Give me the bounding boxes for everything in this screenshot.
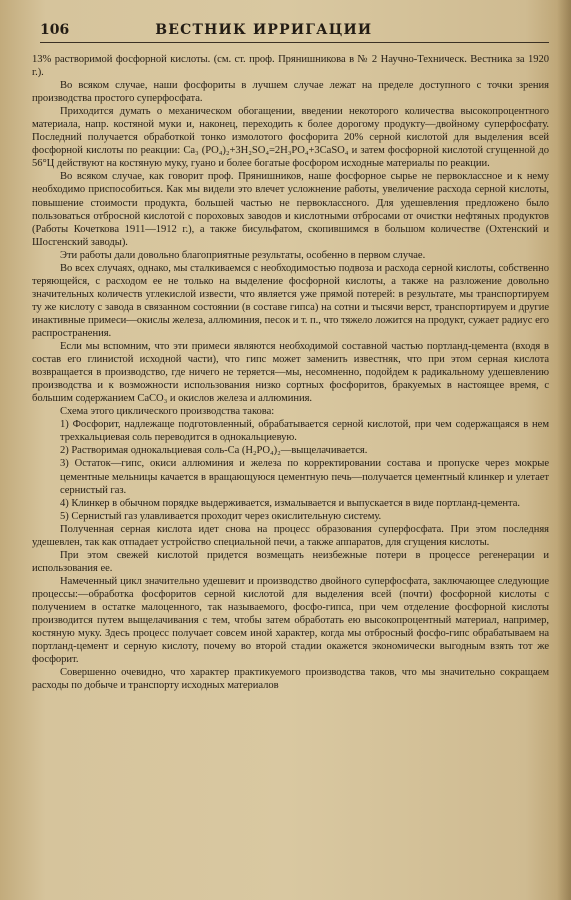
article-body <box>32 53 549 692</box>
paragraph: Совершенно очевидно, что характер практикуемого производства таков, что мы значительно сокращаем расходы по добыче и транспорту исходных материалов <box>32 667 549 692</box>
scheme-item: 4) Клинкер в обычном порядке выдерживается, измалывается и выпускается в виде портланд-цемента. <box>60 497 520 509</box>
page-number: 106 <box>40 22 70 38</box>
paragraph: 13% растворимой фосфорной кислоты. (см. ст. проф. Прянишникова в № 2 Научно-Техническ. Вестника за 1920 г.). <box>32 54 549 79</box>
paragraph: Приходится думать о механическом обогащении, введении некоторого количества высокопроцентного материала, напр. костяной муки и, наконец, переходить к более дорогому продукту—двойному суперфосфату. Последний получается обработкой тонко измолотого фосфорита 20% серной кислотой для выделения всей фосфорной кислоты по реакции: Ca₃ (PO₄)₂+3H₂SO₄=2H₃PO₄+3CaSO₄ и затем фосфорной кислотой сгущенной до 56°Ц действуют на костяную муку, гуано и более богатые фосфором исходные материалы по реакции. <box>32 106 549 170</box>
scheme-item: 3) Остаток—гипс, окиси аллюминия и железа по корректировании состава и пропуске через мокрые цементные мельницы качается в вращающуюся цементную печь—получается цементный клинкер и улетает сернистый газ. <box>60 458 549 496</box>
journal-title: ВЕСТНИК ИРРИГАЦИИ <box>155 22 373 38</box>
paragraph: Во всяком случае, наши фосфориты в лучшем случае лежат на пределе доступного с точки зрения производства простого суперфосфата. <box>32 80 549 105</box>
scheme-item: 1) Фосфорит, надлежаще подготовленный, обрабатывается серной кислотой, при чем содержащаяся в нем трехкальциевая соль переводится в однокальциевую. <box>60 419 549 444</box>
paragraph: Во всех случаях, однако, мы сталкиваемся с необходимостью подвоза и расхода серной кислоты, собственно теряющейся, с расходом ее не только на выделение фосфорной кислоты, а также на разложение довольно значительных количеств углекислой извести, что является уже прямой потерей: в результате, мы транспортируем ту же кислоту с завода в связанном состоянии (в составе гипса) на сотни и тысячи верст, транспортируем и другие инактивные примеси—окислы железа, аллюминия, песок и т. п., что тяжело ложится на продукт, сужает радиус его распространения. <box>32 262 549 339</box>
scheme-item: 2) Растворимая однокальциевая соль-Ca (H₂PO₄)₂—выщелачивается. <box>60 445 368 457</box>
scheme-intro: Схема этого циклического производства такова: <box>60 406 275 418</box>
paragraph: При этом свежей кислотой придется возмещать неизбежные потери в процессе регенерации и использования ее. <box>32 549 549 574</box>
paragraph: Если мы вспомним, что эти примеси являются необходимой составной частью портланд-цемента (входя в состав его глинистой исходной части), что гипс может заменить известняк, что при этом серная кислота возвращается в производство, где ничего не теряется—мы, несомненно, подойдем к радикальному удешевлению производства и к возможности использования низко сортных фосфоритов, бракуемых в настоящее время, с большим содержанием CaCO₃ и окислов железа и аллюминия. <box>32 341 549 405</box>
paragraph: Эти работы дали довольно благоприятные результаты, особенно в первом случае. <box>60 249 426 261</box>
page-edge-shadow <box>557 0 571 900</box>
scheme-item: 5) Сернистый газ улавливается проходит через окислительную систему. <box>60 510 382 522</box>
paragraph: Полученная серная кислота идет снова на процесс образования суперфосфата. При этом последняя удешевлен, так как отпадает устройство специальной печи, а также аппаратов, для сгущения кислоты. <box>32 523 549 548</box>
paragraph: Во всяком случае, как говорит проф. Прянишников, наше фосфорное сырье не первоклассное и к нему необходимо приспособиться. Как мы видели это влечет усложнение работы, увеличение расхода серной кислоты, повышение стоимости продукта, большей частью не первоклассного. Для удешевления предложено было пользоваться отбросной кислотой с пороховых заводов и кислотными отбросами от очистки нефтяных продуктов (Работы Кочеткова 1911—1912 г.), а также бисульфатом, скопившимся в большом количестве (Охтенский и Шосгенский заводы). <box>32 171 549 248</box>
paragraph: Намеченный цикл значительно удешевит и производство двойного суперфосфата, заключающее следующие процессы:—обработка фосфоритов серной кислотой для выделения всей (почти) фосфорной кислоты с получением в остатке малоценного, так называемого, фосфо-гипса, при чем отделение фосфорной кислоты производится путем выщелачивания с тем, чтобы затем обработать ею высокопроцентный материал, например, костяную муку. Здесь процесс получает совсем иной характер, когда мы отбросный фосфо-гипс обрабатываем на портланд-цемент и серную кислоту, почему во второй стадии окажется экономически выгодным взять тот же фосфорит. <box>32 575 549 666</box>
page-header <box>40 22 549 43</box>
